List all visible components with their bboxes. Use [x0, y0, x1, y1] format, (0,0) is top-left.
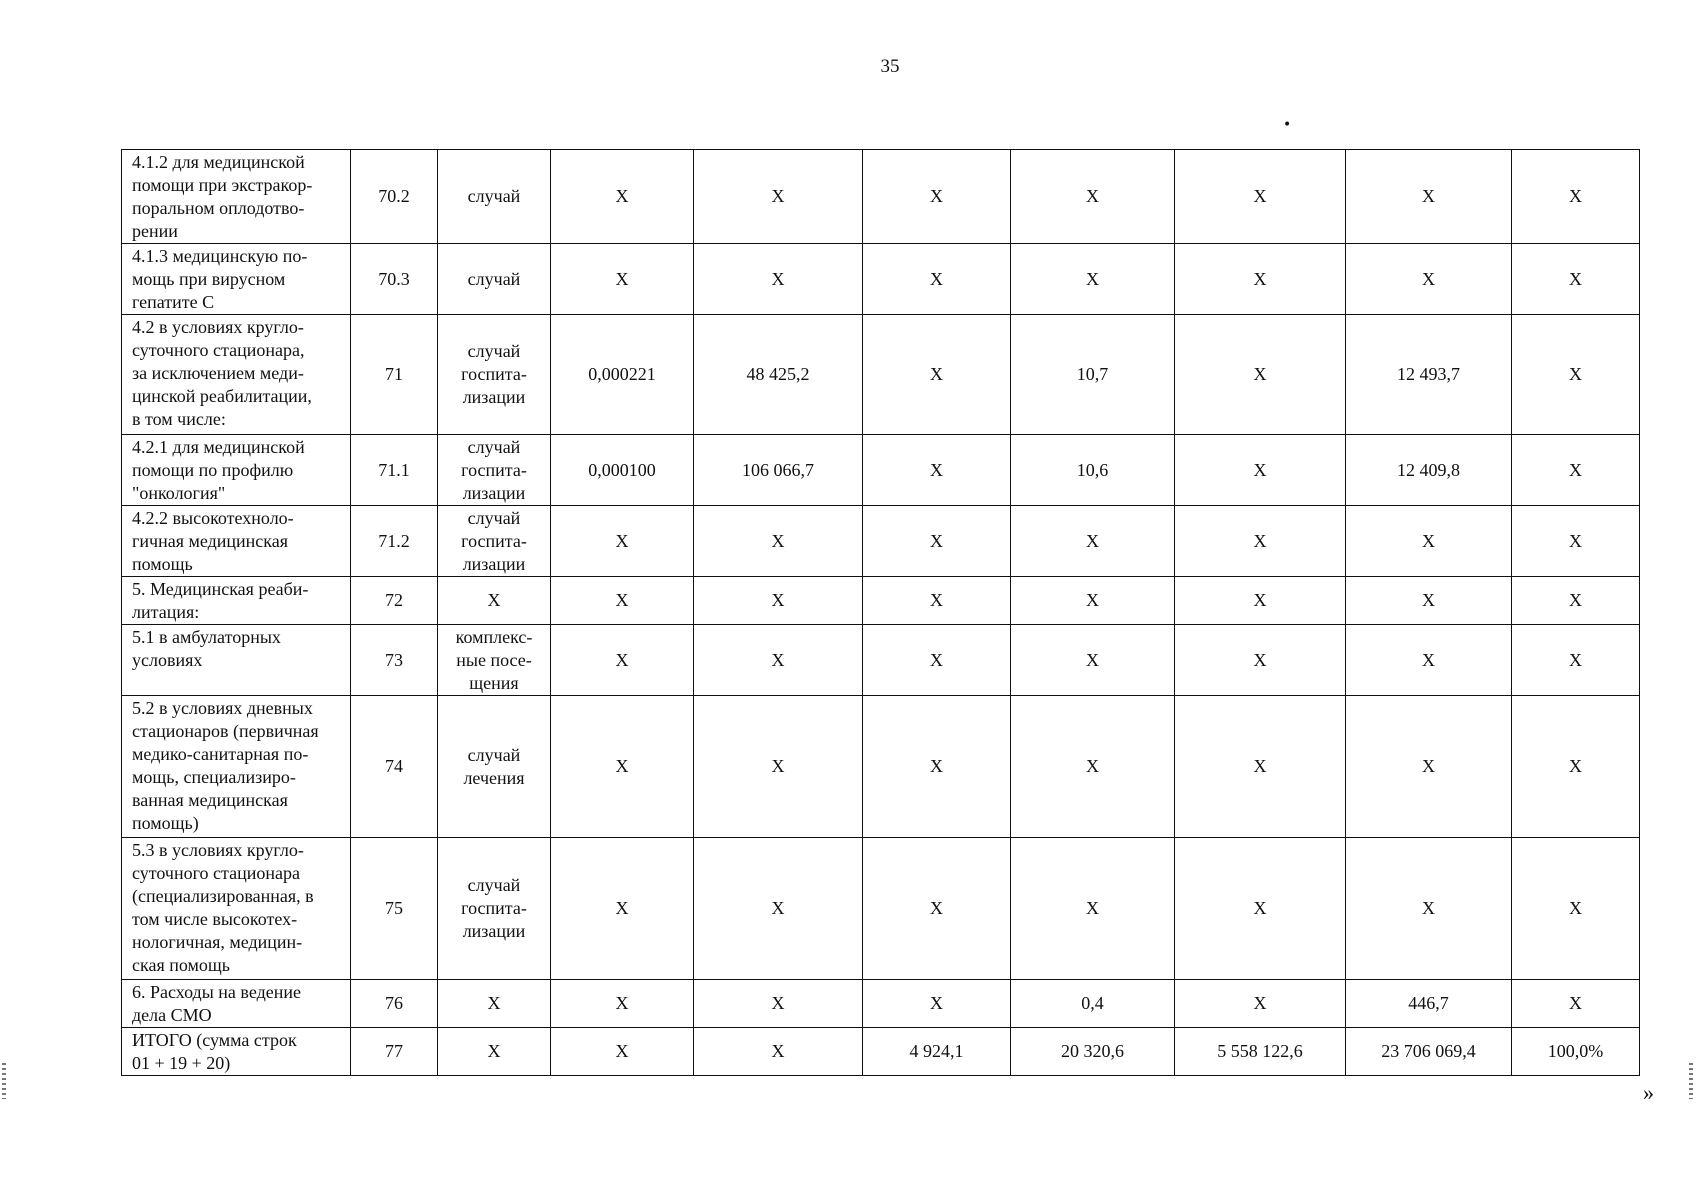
cell-text: X: [930, 756, 943, 776]
cell-text: X: [1569, 649, 1582, 670]
value-cell-4: [1011, 696, 1175, 838]
cell-text: X: [1569, 756, 1582, 776]
cell-text: X: [1253, 530, 1267, 551]
value-cell-2: [694, 577, 863, 625]
cell-text: X: [1569, 590, 1582, 610]
table-row: [122, 980, 1640, 1028]
scan-dot: •: [1283, 117, 1292, 133]
cell-text: X: [771, 649, 785, 670]
cell-text: X: [615, 590, 629, 610]
value-cell-3: [863, 506, 1011, 577]
value-cell-3: [863, 980, 1011, 1028]
value-cell-2: [694, 625, 863, 696]
value-cell-4: [1011, 625, 1175, 696]
closing-quote: »: [1643, 1080, 1654, 1105]
cell-text: X: [487, 590, 501, 610]
cell-text: X: [1086, 756, 1099, 776]
cell-text: X: [771, 993, 785, 1013]
row-name-cell: [122, 315, 351, 435]
value-cell-6: [1346, 315, 1512, 435]
cell-text: 6. Расходы на ведение дела СМО: [132, 982, 301, 1025]
cell-text: 5. Медицинская реаби- литация:: [132, 579, 309, 622]
value-cell-5: [1175, 150, 1346, 244]
value-cell-6: [1346, 150, 1512, 244]
cell-text: X: [1253, 898, 1267, 918]
value-cell-7: [1512, 577, 1640, 625]
value-cell-5: [1175, 1028, 1346, 1076]
value-cell-3: [863, 625, 1011, 696]
cell-text: 4.1.2 для медицинской помощи при экстракор- поральном оплодотво- рении: [132, 152, 313, 241]
cell-text: X: [1569, 459, 1582, 480]
cell-text: X: [1422, 756, 1435, 776]
value-cell-2: [694, 244, 863, 315]
value-cell-4: [1011, 150, 1175, 244]
cell-text: X: [1253, 459, 1267, 480]
cell-text: X: [1422, 649, 1435, 670]
unit-cell: [438, 315, 551, 435]
cell-text: X: [615, 1041, 629, 1061]
value-cell-5: [1175, 838, 1346, 980]
cell-text: X: [1569, 898, 1582, 918]
cell-text: случай: [467, 268, 521, 289]
cell-text: 10,7: [1076, 364, 1109, 384]
cell-text: ИТОГО (сумма строк 01 + 19 + 20): [132, 1030, 297, 1073]
value-cell-2: [694, 980, 863, 1028]
value-cell-5: [1175, 577, 1346, 625]
cell-text: 4 924,1: [909, 1041, 964, 1061]
table-row: [122, 1028, 1640, 1076]
value-cell-3: [863, 838, 1011, 980]
row-name-cell: [122, 980, 351, 1028]
cell-text: X: [1569, 530, 1582, 551]
cell-text: 4.2.1 для медицинской помощи по профилю "онкология": [132, 437, 305, 503]
cell-text: X: [930, 590, 943, 610]
value-cell-5: [1175, 506, 1346, 577]
row-number-cell: [351, 696, 438, 838]
cell-text: X: [1086, 186, 1099, 206]
cell-text: X: [930, 364, 943, 384]
value-cell-7: [1512, 150, 1640, 244]
cell-text: случай госпита- лизации: [461, 875, 527, 941]
table-row: [122, 838, 1640, 980]
row-number-cell: [351, 577, 438, 625]
row-number-cell: [351, 1028, 438, 1076]
cell-text: X: [771, 756, 785, 776]
cell-text: X: [930, 459, 943, 480]
value-cell-7: [1512, 625, 1640, 696]
cell-text: X: [1253, 756, 1267, 776]
value-cell-6: [1346, 625, 1512, 696]
unit-cell: [438, 244, 551, 315]
cell-text: 100,0%: [1547, 1041, 1604, 1061]
cell-text: X: [930, 530, 943, 551]
cell-text: 72: [385, 590, 403, 610]
cell-text: X: [1422, 898, 1435, 918]
cell-text: X: [615, 530, 629, 551]
unit-cell: [438, 150, 551, 244]
cell-text: X: [1569, 186, 1582, 206]
row-name-cell: [122, 244, 351, 315]
cell-text: 106 066,7: [742, 459, 814, 480]
value-cell-1: [551, 1028, 694, 1076]
cell-text: X: [1422, 590, 1435, 610]
unit-cell: [438, 980, 551, 1028]
table-row: [122, 577, 1640, 625]
value-cell-1: [551, 838, 694, 980]
right-edge-mark: [1689, 1063, 1693, 1099]
cell-text: 0,000221: [588, 364, 656, 384]
cell-text: 76: [385, 993, 403, 1013]
value-cell-7: [1512, 315, 1640, 435]
row-name-cell: [122, 838, 351, 980]
value-cell-1: [551, 980, 694, 1028]
cell-text: X: [615, 268, 629, 289]
unit-cell: [438, 577, 551, 625]
table-row: [122, 435, 1640, 506]
row-number-cell: [351, 244, 438, 315]
page-number: 35: [880, 56, 900, 77]
unit-cell: [438, 1028, 551, 1076]
value-cell-1: [551, 315, 694, 435]
cell-text: случай госпита- лизации: [461, 341, 527, 407]
cell-text: 70.2: [378, 186, 410, 206]
value-cell-4: [1011, 506, 1175, 577]
row-name-cell: [122, 150, 351, 244]
value-cell-1: [551, 696, 694, 838]
cell-text: 0,000100: [588, 459, 656, 480]
value-cell-3: [863, 244, 1011, 315]
cell-text: X: [615, 898, 629, 918]
cell-text: X: [771, 590, 785, 610]
value-cell-4: [1011, 838, 1175, 980]
value-cell-7: [1512, 696, 1640, 838]
cell-text: 0,4: [1081, 993, 1104, 1013]
unit-cell: [438, 625, 551, 696]
row-number-cell: [351, 150, 438, 244]
cell-text: X: [1253, 590, 1267, 610]
cell-text: X: [1422, 268, 1435, 289]
table-row: [122, 315, 1640, 435]
cell-text: X: [615, 756, 629, 776]
row-name-cell: [122, 696, 351, 838]
table-row: [122, 506, 1640, 577]
value-cell-5: [1175, 980, 1346, 1028]
value-cell-6: [1346, 577, 1512, 625]
unit-cell: [438, 838, 551, 980]
cell-text: X: [615, 186, 629, 206]
value-cell-3: [863, 315, 1011, 435]
value-cell-1: [551, 625, 694, 696]
value-cell-5: [1175, 625, 1346, 696]
value-cell-6: [1346, 696, 1512, 838]
cell-text: X: [615, 993, 629, 1013]
cell-text: случай госпита- лизации: [461, 507, 527, 574]
cell-text: X: [1569, 993, 1582, 1013]
cell-text: 73: [385, 649, 403, 670]
value-cell-4: [1011, 244, 1175, 315]
value-cell-6: [1346, 1028, 1512, 1076]
cell-text: X: [1086, 530, 1099, 551]
cell-text: 10,6: [1076, 459, 1109, 480]
cell-text: 71.1: [378, 459, 410, 480]
cell-text: 5.2 в условиях дневных стационаров (первичная медико-санитарная по- мощь, специализиро- ванная медицинская помощь): [132, 698, 319, 833]
value-cell-2: [694, 506, 863, 577]
cell-text: X: [1086, 898, 1099, 918]
row-name-cell: [122, 506, 351, 577]
value-cell-3: [863, 1028, 1011, 1076]
cell-text: 5.1 в амбулаторных условиях: [132, 627, 281, 670]
cell-text: 77: [385, 1041, 403, 1061]
cell-text: 4.2 в условиях кругло- суточного стационара, за исключением меди- цинской реабилитации, в том числе:: [132, 317, 312, 429]
row-number-cell: [351, 315, 438, 435]
value-cell-4: [1011, 435, 1175, 506]
value-cell-7: [1512, 980, 1640, 1028]
cell-text: 4.2.2 высокотехноло- гичная медицинская помощь: [132, 508, 294, 574]
value-cell-1: [551, 435, 694, 506]
cell-text: 20 320,6: [1061, 1041, 1124, 1061]
value-cell-2: [694, 435, 863, 506]
value-cell-1: [551, 150, 694, 244]
cell-text: 446,7: [1408, 993, 1449, 1013]
cell-text: X: [1422, 530, 1435, 551]
row-number-cell: [351, 435, 438, 506]
table-body: [122, 150, 1640, 1076]
value-cell-7: [1512, 838, 1640, 980]
cell-text: X: [487, 1041, 501, 1061]
table-row: [122, 625, 1640, 696]
row-number-cell: [351, 838, 438, 980]
value-cell-1: [551, 244, 694, 315]
row-number-cell: [351, 980, 438, 1028]
cell-text: X: [615, 649, 629, 670]
value-cell-1: [551, 577, 694, 625]
value-cell-2: [694, 696, 863, 838]
value-cell-2: [694, 1028, 863, 1076]
value-cell-1: [551, 506, 694, 577]
cell-text: случай лечения: [463, 744, 525, 788]
financial-table: [121, 149, 1640, 1076]
cell-text: 4.1.3 медицинскую по- мощь при вирусном гепатите С: [132, 246, 308, 312]
value-cell-2: [694, 315, 863, 435]
cell-text: X: [1086, 268, 1099, 289]
row-name-cell: [122, 1028, 351, 1076]
cell-text: 75: [385, 898, 403, 918]
value-cell-6: [1346, 980, 1512, 1028]
value-cell-3: [863, 696, 1011, 838]
value-cell-2: [694, 838, 863, 980]
cell-text: X: [771, 530, 785, 551]
value-cell-5: [1175, 244, 1346, 315]
value-cell-5: [1175, 315, 1346, 435]
table-row: [122, 150, 1640, 244]
cell-text: 12 493,7: [1397, 364, 1460, 384]
cell-text: X: [1253, 993, 1267, 1013]
cell-text: X: [771, 898, 785, 918]
value-cell-4: [1011, 577, 1175, 625]
cell-text: X: [771, 186, 785, 206]
cell-text: X: [1253, 364, 1267, 384]
cell-text: 5 558 122,6: [1217, 1041, 1303, 1061]
cell-text: 71.2: [378, 530, 410, 551]
cell-text: X: [771, 268, 785, 289]
cell-text: комплекс- ные посе- щения: [455, 626, 533, 693]
value-cell-7: [1512, 244, 1640, 315]
cell-text: X: [1253, 649, 1267, 670]
value-cell-3: [863, 577, 1011, 625]
value-cell-5: [1175, 435, 1346, 506]
value-cell-4: [1011, 315, 1175, 435]
row-number-cell: [351, 625, 438, 696]
cell-text: X: [1086, 649, 1099, 670]
unit-cell: [438, 506, 551, 577]
value-cell-6: [1346, 838, 1512, 980]
table-row: [122, 244, 1640, 315]
cell-text: случай: [467, 186, 521, 206]
cell-text: X: [1569, 268, 1582, 289]
cell-text: 48 425,2: [746, 364, 810, 384]
value-cell-3: [863, 150, 1011, 244]
row-name-cell: [122, 577, 351, 625]
value-cell-2: [694, 150, 863, 244]
value-cell-6: [1346, 506, 1512, 577]
cell-text: X: [487, 993, 501, 1013]
value-cell-7: [1512, 506, 1640, 577]
value-cell-6: [1346, 244, 1512, 315]
cell-text: случай госпита- лизации: [461, 436, 527, 503]
value-cell-6: [1346, 435, 1512, 506]
cell-text: 74: [385, 756, 403, 776]
cell-text: 71: [385, 364, 403, 384]
row-name-cell: [122, 625, 351, 696]
value-cell-7: [1512, 1028, 1640, 1076]
cell-text: X: [1569, 364, 1582, 384]
cell-text: X: [930, 186, 943, 206]
cell-text: 12 409,8: [1397, 459, 1460, 480]
cell-text: 5.3 в условиях кругло- суточного стационара (специализированная, в том числе высокотех- нологичная, медицин- ская помощь: [132, 840, 314, 975]
row-number-cell: [351, 506, 438, 577]
unit-cell: [438, 696, 551, 838]
cell-text: X: [930, 898, 943, 918]
cell-text: X: [930, 993, 943, 1013]
cell-text: X: [771, 1041, 785, 1061]
value-cell-5: [1175, 696, 1346, 838]
value-cell-4: [1011, 1028, 1175, 1076]
cell-text: X: [930, 649, 943, 670]
cell-text: X: [1253, 186, 1267, 206]
cell-text: 23 706 069,4: [1381, 1041, 1476, 1061]
value-cell-3: [863, 435, 1011, 506]
value-cell-4: [1011, 980, 1175, 1028]
value-cell-7: [1512, 435, 1640, 506]
left-edge-mark: [2, 1063, 6, 1099]
unit-cell: [438, 435, 551, 506]
cell-text: X: [1253, 268, 1267, 289]
cell-text: X: [930, 268, 943, 289]
cell-text: 70.3: [378, 268, 410, 289]
cell-text: X: [1086, 590, 1099, 610]
table-row: [122, 696, 1640, 838]
row-name-cell: [122, 435, 351, 506]
cell-text: X: [1422, 186, 1435, 206]
